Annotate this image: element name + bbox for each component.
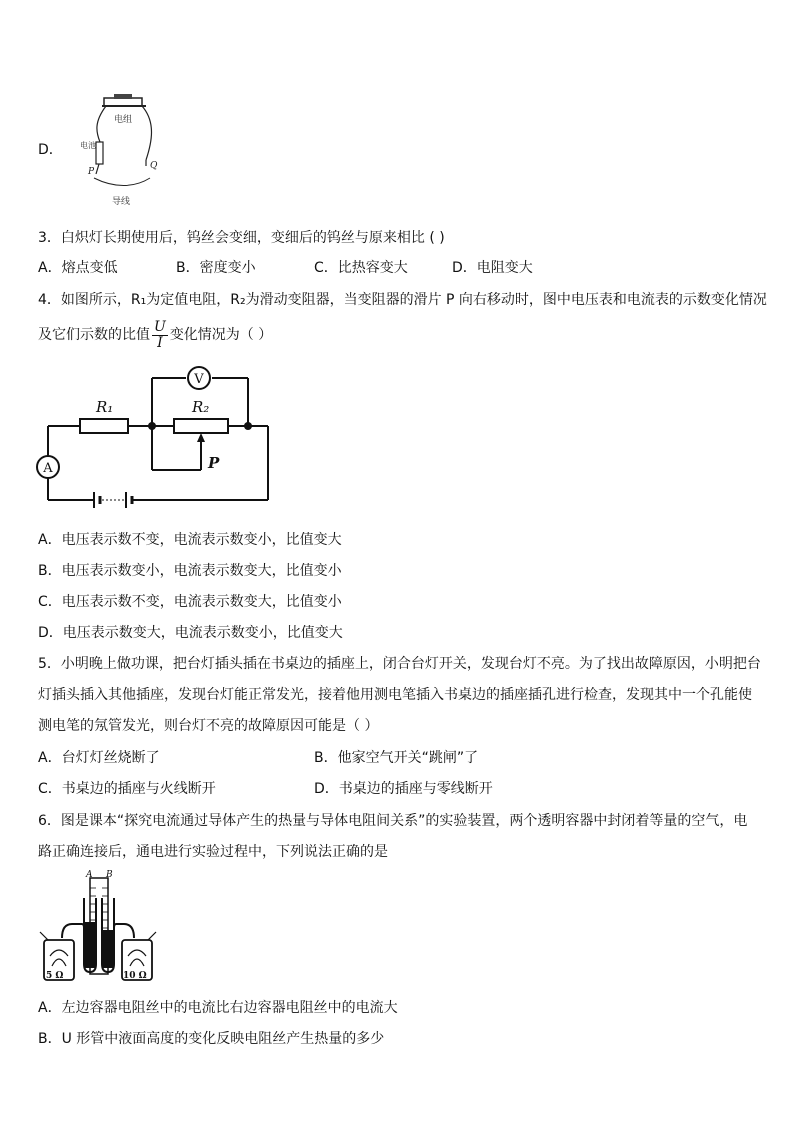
- q4-circuit-diagram: [34, 362, 274, 510]
- q6-option-a: A．左边容器电阻丝中的电流比右边容器电阻丝中的电流大: [38, 1000, 398, 1016]
- q4-frac-numerator: U: [154, 318, 166, 335]
- q4-stem-line2-pre: 及它们示数的比值: [38, 327, 150, 343]
- q3-option-a: A．熔点变低: [38, 260, 118, 276]
- q3-option-b: B．密度变小: [176, 260, 256, 276]
- q6-label-a: A: [86, 870, 93, 880]
- q2-option-d-figure: [74, 92, 174, 210]
- q4-option-d: D．电压表示数变大，电流表示数变小，比值变大: [38, 625, 343, 641]
- q5-option-d: D．书桌边的插座与零线断开: [314, 781, 493, 797]
- q4-label-a: A: [43, 461, 53, 476]
- q4-option-c: C．电压表示数不变，电流表示数变大，比值变小: [38, 594, 342, 610]
- q3-option-c: C．比热容变大: [314, 260, 408, 276]
- q2-fig-label-left: 电池: [80, 141, 96, 150]
- q6-label-right-resistance: 10 Ω: [123, 971, 147, 981]
- q2-resistor-cap: [114, 94, 132, 99]
- q2-battery: [96, 142, 103, 164]
- q4-ratio-fraction: [152, 320, 168, 351]
- q6-label-b: B: [106, 870, 113, 880]
- q6-option-b: B．U 形管中液面高度的变化反映电阻丝产生热量的多少: [38, 1031, 385, 1047]
- q4-junction-left: [148, 422, 156, 430]
- q4-label-r1: R₁: [96, 398, 114, 416]
- q2-fig-label-p: P: [88, 167, 95, 177]
- q5-option-b: B．他家空气开关“跳闸”了: [314, 750, 479, 766]
- q4-stem-line2: [38, 318, 272, 352]
- q4-battery: [94, 492, 132, 508]
- q4-option-b: B．电压表示数变小，电流表示数变大，比值变小: [38, 563, 342, 579]
- q2-resistor-box: [104, 98, 142, 106]
- q6-stem-line1: 6．图是课本“探究电流通过导体产生的热量与导体电阻间关系”的实验装置，两个透明容器中封闭着等量的空气，电: [38, 813, 748, 829]
- q5-option-c: C．书桌边的插座与火线断开: [38, 781, 216, 797]
- q4-resistor-r2: [174, 419, 228, 433]
- q2-option-d-label: D．: [38, 142, 63, 158]
- q2-fig-label-q: Q: [150, 161, 158, 171]
- q2-fig-label-top: 电组: [114, 115, 133, 125]
- q4-stem-line1: 4．如图所示，R₁为定值电阻，R₂为滑动变阻器，当变阻器的滑片 P 向右移动时，图中电压表和电流表的示数变化情况: [38, 292, 767, 308]
- q5-option-a: A．台灯灯丝烧断了: [38, 750, 160, 766]
- q6-stem-line2: 路正确连接后，通电进行实验过程中，下列说法正确的是: [38, 844, 388, 860]
- q2-fig-label-bottom: 导线: [112, 197, 131, 207]
- q6-label-left-resistance: 5 Ω: [46, 971, 64, 981]
- q4-frac-denominator: I: [157, 334, 163, 351]
- q4-label-r2: R₂: [192, 398, 210, 416]
- q4-label-p: P: [208, 454, 220, 472]
- q4-option-a: A．电压表示数不变，电流表示数变小，比值变大: [38, 532, 342, 548]
- q3-option-d: D．电阻变大: [452, 260, 533, 276]
- q4-junction-right: [244, 422, 252, 430]
- q4-label-v: V: [194, 372, 204, 387]
- q4-resistor-r1: [80, 419, 128, 433]
- q5-stem-line2: 灯插头插入其他插座，发现台灯能正常发光，接着他用测电笔插入书桌边的插座插孔进行检查，发现其中一个孔能使: [38, 687, 752, 703]
- q6-apparatus-figure: [38, 868, 158, 986]
- q5-stem-line3: 测电笔的氖管发光，则台灯不亮的故障原因可能是（ ）: [38, 718, 379, 734]
- q4-slider-arrow: [197, 433, 205, 442]
- q4-stem-line2-post: 变化情况为（ ）: [169, 327, 273, 343]
- q3-stem: 3．白炽灯长期使用后，钨丝会变细，变细后的钨丝与原来相比 ( ): [38, 230, 445, 246]
- q5-stem-line1: 5．小明晚上做功课，把台灯插头插在书桌边的插座上，闭合台灯开关，发现台灯不亮。为了找出故障原因，小明把台: [38, 656, 761, 672]
